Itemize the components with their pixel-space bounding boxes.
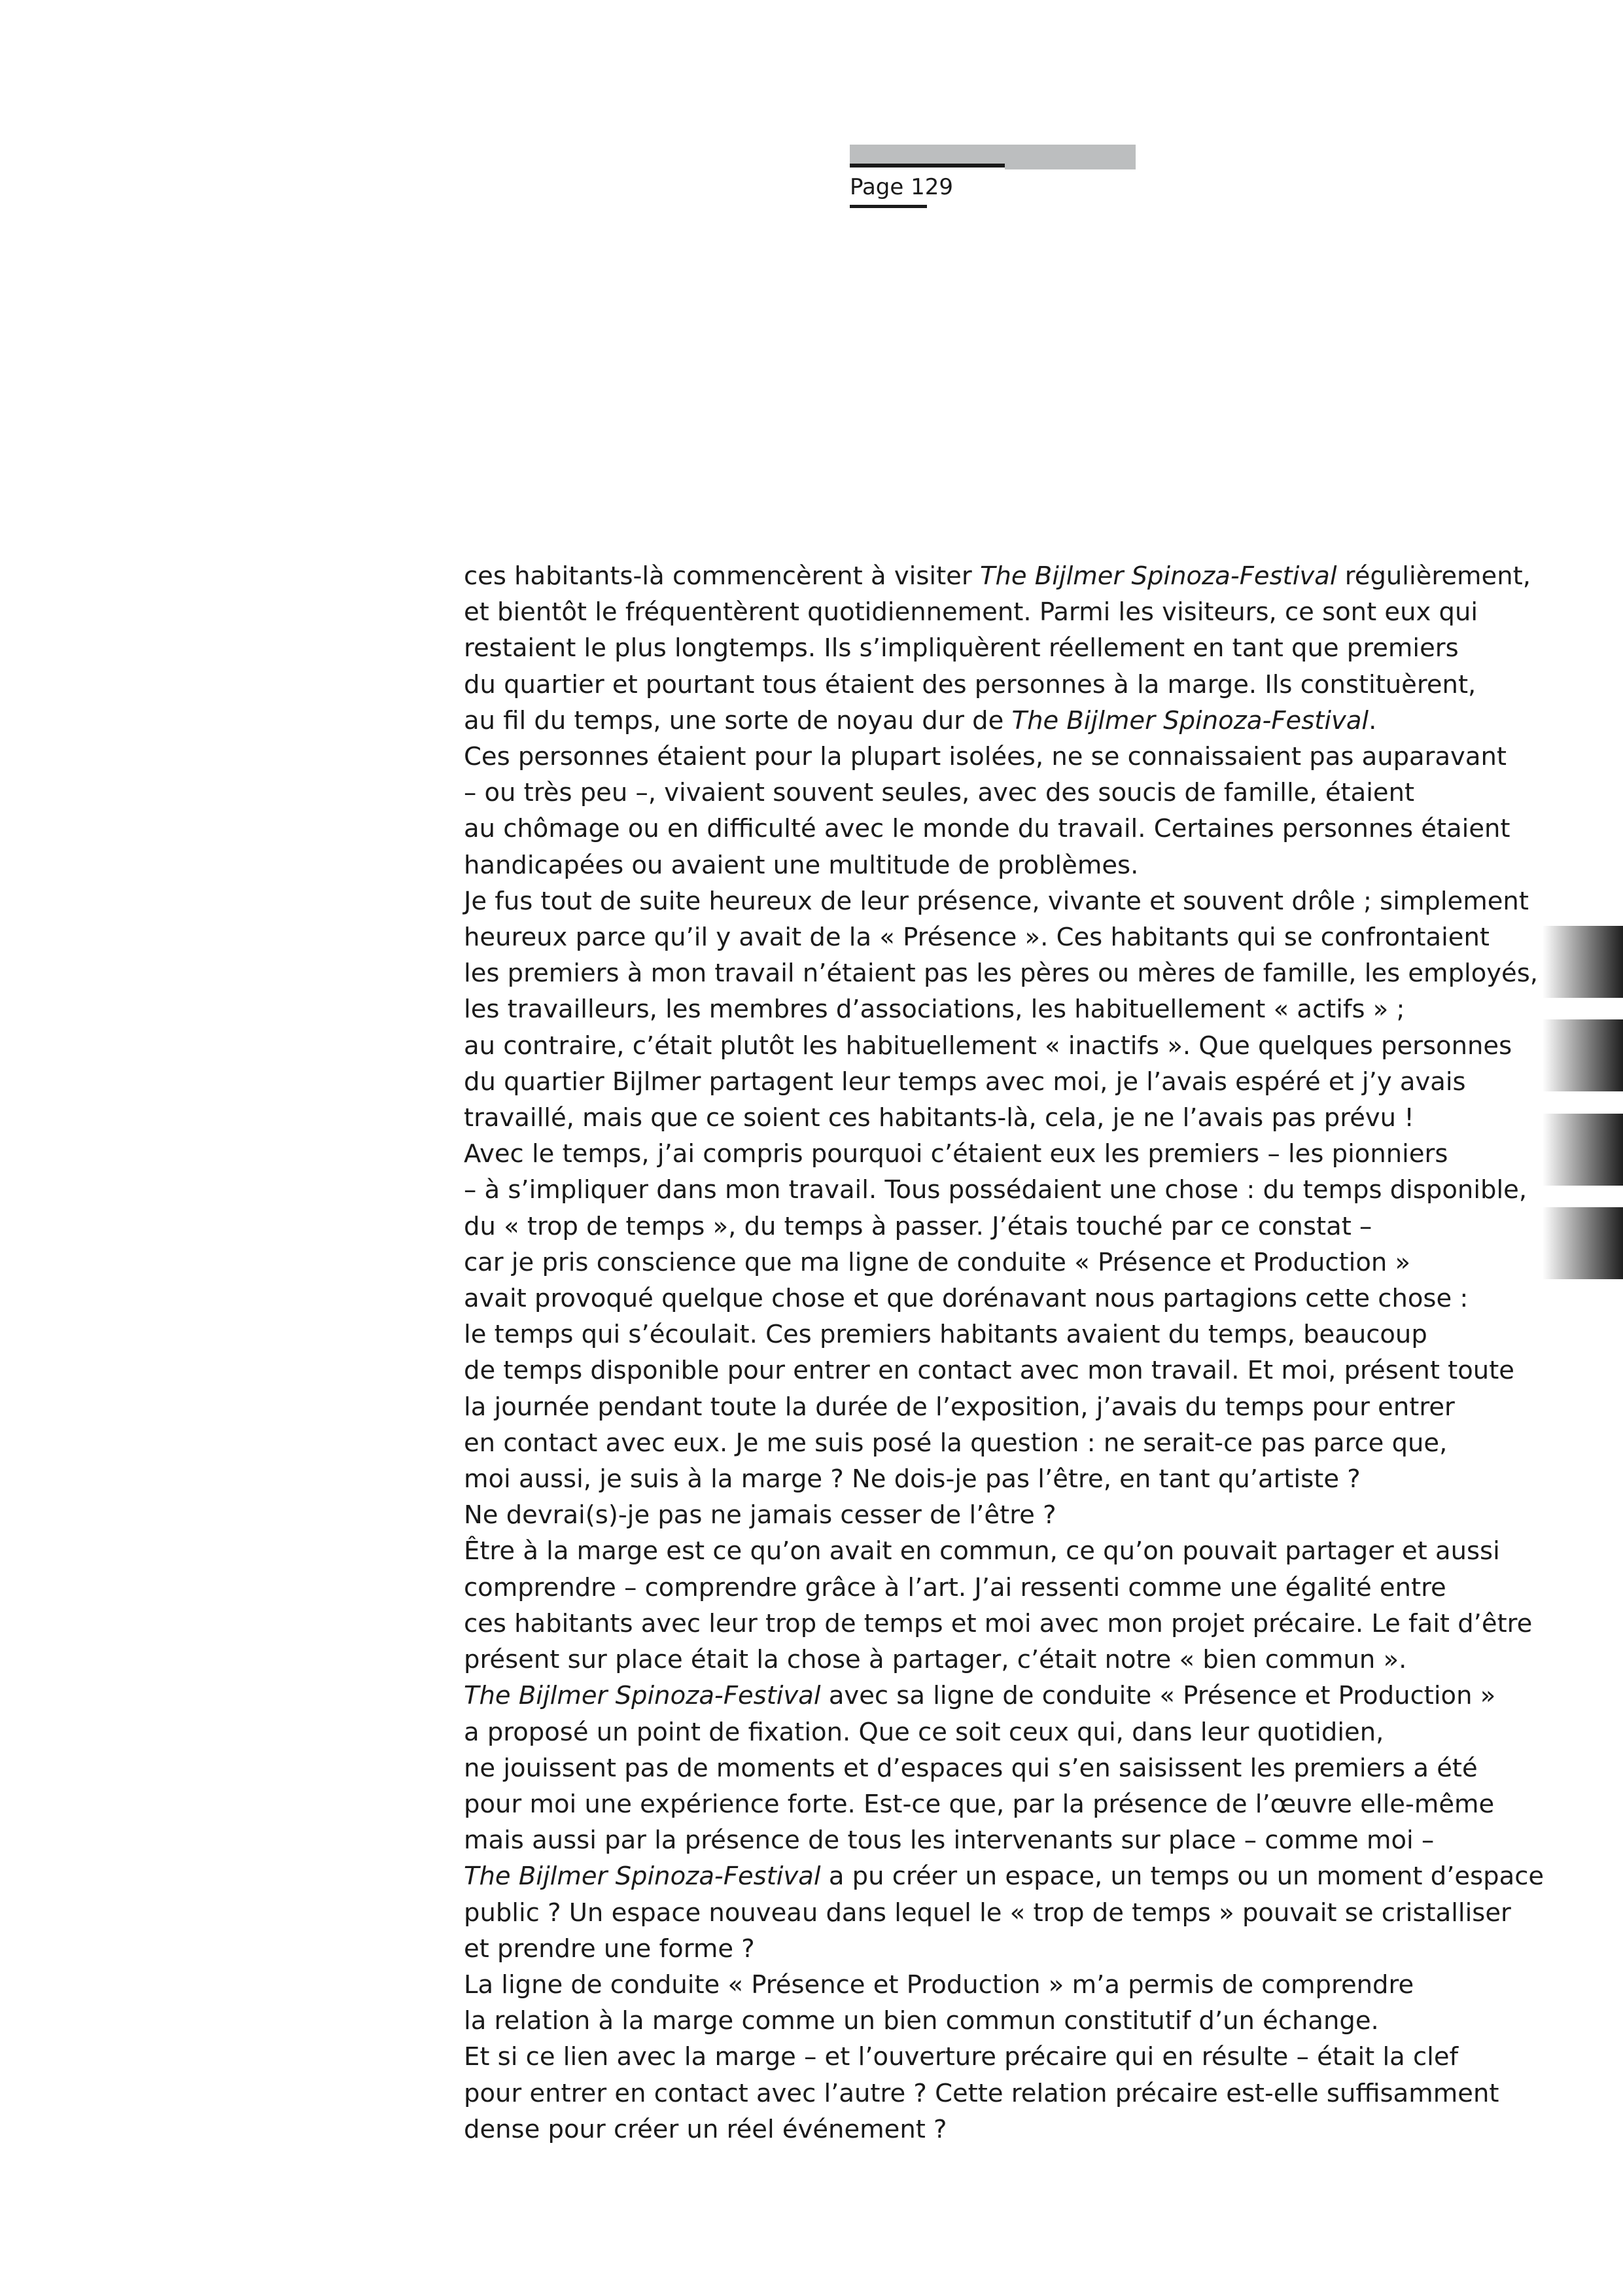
text-line (464, 1858, 1544, 1894)
text-line (464, 1570, 1537, 1606)
text-line (464, 1172, 1537, 1208)
text-line (464, 1931, 1537, 1967)
text-line (464, 955, 1537, 991)
section-tab-3 (1543, 1114, 1623, 1186)
text-segment: comprendre – comprendre grâce à l’art. J’ai ressenti comme une égalité entre (464, 1572, 1446, 1602)
text-segment: du « trop de temps », du temps à passer. J’étais touché par ce constat – (464, 1211, 1372, 1241)
text-segment: de temps disponible pour entrer en contact avec mon travail. Et moi, présent toute (464, 1356, 1514, 1386)
text-line (464, 1028, 1537, 1064)
text-segment: heureux parce qu’il y avait de la « Présence ». Ces habitants qui se confrontaient (464, 923, 1490, 953)
italic-title-text: The Bijlmer Spinoza-Festival (464, 1681, 821, 1711)
text-line (464, 1822, 1537, 1858)
text-line (464, 2075, 1537, 2111)
text-segment: au contraire, c’était plutôt les habituellement « inactifs ». Que quelques personnes (464, 1031, 1512, 1061)
text-line (464, 1100, 1537, 1136)
text-line (464, 883, 1537, 919)
text-segment: avec sa ligne de conduite « Présence et Production » (820, 1681, 1496, 1711)
page-number: Page 129 (850, 174, 954, 200)
page-number-underline (850, 205, 927, 208)
text-segment: travaillé, mais que ce soient ces habitants-là, cela, je ne l’avais pas prévu ! (464, 1103, 1414, 1133)
text-segment: le temps qui s’écoulait. Ces premiers habitants avaient du temps, beaucoup (464, 1320, 1427, 1350)
text-segment: public ? Un espace nouveau dans lequel le « trop de temps » pouvait se cristalliser (464, 1898, 1511, 1928)
text-segment: moi aussi, je suis à la marge ? Ne dois-je pas l’être, en tant qu’artiste ? (464, 1464, 1361, 1494)
text-segment: . (1369, 705, 1377, 735)
text-segment: ne jouissent pas de moments et d’espaces qui s’en saisissent les premiers a été (464, 1753, 1478, 1783)
text-line (464, 594, 1537, 630)
text-line (464, 558, 1537, 594)
text-line (464, 2111, 1537, 2147)
body-text (464, 558, 1544, 2147)
text-segment: régulièrement, (1336, 561, 1531, 591)
text-line (464, 847, 1537, 883)
text-line (464, 1497, 1537, 1533)
text-line (464, 739, 1537, 775)
text-line (464, 2039, 1537, 2075)
text-line (464, 1280, 1537, 1316)
text-line (464, 1967, 1537, 2003)
text-segment: a proposé un point de fixation. Que ce soit ceux qui, dans leur quotidien, (464, 1717, 1384, 1747)
text-line (464, 1642, 1537, 1678)
text-segment: du quartier Bijlmer partagent leur temps avec moi, je l’avais espéré et j’y avais (464, 1067, 1466, 1097)
text-segment: au fil du temps, une sorte de noyau dur de (464, 705, 1012, 735)
text-segment: en contact avec eux. Je me suis posé la question : ne serait-ce pas parce que, (464, 1428, 1448, 1458)
text-line (464, 1209, 1537, 1245)
text-segment: les premiers à mon travail n’étaient pas les pères ou mères de famille, les employés, (464, 959, 1539, 989)
text-segment: les travailleurs, les membres d’associations, les habituellement « actifs » ; (464, 995, 1405, 1025)
text-segment: mais aussi par la présence de tous les intervenants sur place – comme moi – (464, 1826, 1435, 1856)
text-line (464, 1245, 1537, 1280)
text-segment: pour moi une expérience forte. Est-ce que, par la présence de l’œuvre elle-même (464, 1789, 1495, 1819)
text-segment: – ou très peu –, vivaient souvent seules, avec des soucis de famille, étaient (464, 778, 1415, 808)
text-segment: La ligne de conduite « Présence et Production » m’a permis de comprendre (464, 1969, 1414, 2000)
text-line (464, 1389, 1537, 1425)
header-rule (850, 164, 1005, 170)
text-line (464, 1425, 1537, 1461)
text-line (464, 1606, 1537, 1642)
text-line (464, 1786, 1537, 1822)
text-line (464, 919, 1537, 955)
text-line (464, 667, 1537, 703)
text-segment: et prendre une forme ? (464, 1934, 755, 1964)
text-segment: Ne devrai(s)-je pas ne jamais cesser de l’être ? (464, 1500, 1056, 1530)
text-line (464, 630, 1537, 666)
text-line (464, 1461, 1537, 1497)
text-line (464, 1352, 1537, 1388)
text-line (464, 1533, 1537, 1569)
text-segment: la journée pendant toute la durée de l’exposition, j’avais du temps pour entrer (464, 1392, 1455, 1422)
italic-title-text: The Bijlmer Spinoza-Festival (464, 1862, 821, 1892)
text-segment: pour entrer en contact avec l’autre ? Cette relation précaire est-elle suffisamment (464, 2078, 1499, 2108)
italic-title-text: The Bijlmer Spinoza-Festival (979, 561, 1337, 591)
text-segment: avait provoqué quelque chose et que dorénavant nous partagions cette chose : (464, 1284, 1469, 1314)
text-line (464, 811, 1537, 847)
text-line (464, 1316, 1537, 1352)
text-segment: – à s’impliquer dans mon travail. Tous possédaient une chose : du temps disponible, (464, 1175, 1527, 1205)
text-segment: restaient le plus longtemps. Ils s’impliquèrent réellement en tant que premiers (464, 633, 1459, 663)
text-segment: Et si ce lien avec la marge – et l’ouverture précaire qui en résulte – était la clef (464, 2042, 1459, 2072)
text-line (464, 703, 1537, 739)
text-line (464, 1678, 1537, 1714)
text-segment: handicapées ou avaient une multitude de problèmes. (464, 850, 1139, 880)
text-segment: ces habitants avec leur trop de temps et moi avec mon projet précaire. Le fait d’être (464, 1608, 1533, 1638)
text-line (464, 1064, 1537, 1100)
text-segment: Je fus tout de suite heureux de leur présence, vivante et souvent drôle ; simplement (464, 886, 1529, 916)
section-tab-4 (1543, 1207, 1623, 1279)
text-line (464, 1895, 1537, 1931)
text-segment: du quartier et pourtant tous étaient des personnes à la marge. Ils constituèrent, (464, 669, 1476, 699)
text-segment: Être à la marge est ce qu’on avait en commun, ce qu’on pouvait partager et aussi (464, 1536, 1500, 1566)
italic-title-text: The Bijlmer Spinoza-Festival (1011, 705, 1369, 735)
text-segment: dense pour créer un réel événement ? (464, 2114, 947, 2144)
text-segment: au chômage ou en difficulté avec le monde du travail. Certaines personnes étaient (464, 814, 1510, 844)
text-segment: a pu créer un espace, un temps ou un moment d’espace (820, 1862, 1544, 1892)
text-segment: et bientôt le fréquentèrent quotidiennement. Parmi les visiteurs, ce sont eux qui (464, 597, 1478, 627)
text-line (464, 1136, 1537, 1172)
text-segment: ces habitants-là commencèrent à visiter (464, 561, 980, 591)
text-segment: la relation à la marge comme un bien commun constitutif d’un échange. (464, 2006, 1379, 2036)
text-line (464, 1750, 1537, 1786)
section-tab-1 (1543, 926, 1623, 998)
text-segment: présent sur place était la chose à partager, c’était notre « bien commun ». (464, 1645, 1407, 1675)
text-line (464, 775, 1537, 811)
text-segment: Ces personnes étaient pour la plupart isolées, ne se connaissaient pas auparavant (464, 742, 1507, 772)
text-line (464, 1714, 1537, 1750)
text-segment: car je pris conscience que ma ligne de conduite « Présence et Production » (464, 1247, 1411, 1277)
text-line (464, 2003, 1537, 2039)
section-tab-2 (1543, 1019, 1623, 1091)
text-line (464, 991, 1537, 1027)
text-segment: Avec le temps, j’ai compris pourquoi c’étaient eux les premiers – les pionniers (464, 1139, 1448, 1169)
